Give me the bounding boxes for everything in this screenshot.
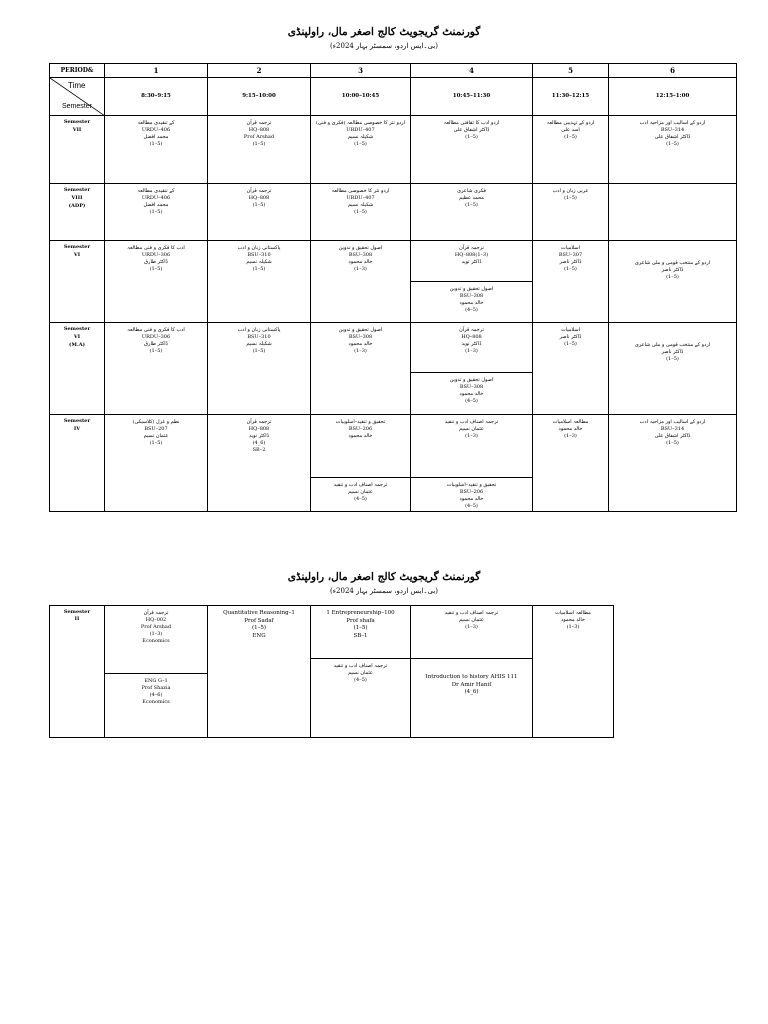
cell-line: HQ–808 <box>248 127 270 133</box>
p2-cell-3-bottom <box>311 658 410 685</box>
cell-line: SB–2 <box>252 447 266 453</box>
class-cell <box>609 323 737 415</box>
p2-cell-2 <box>208 606 311 738</box>
cell-line: Prof Sadaf <box>244 617 274 624</box>
cell-line: عثمان نسیم <box>143 433 169 439</box>
semester-label-line: Semester <box>63 187 91 193</box>
cell-line: اردو ادب کا ثقافتی مطالعہ <box>443 120 500 126</box>
corner-cell <box>50 78 105 116</box>
cell-line: ENG <box>252 632 266 639</box>
cell-line: URDU–407 <box>346 195 375 201</box>
period-5: 5 <box>533 64 609 78</box>
semester-label-line: VI <box>73 334 81 340</box>
class-cell <box>311 184 411 241</box>
cell-line: اردو کے اسالیب اور مزاحیہ ادب <box>639 120 706 126</box>
cell-line: خالد محمود <box>558 426 583 432</box>
cell-line: (1–3) <box>149 631 163 637</box>
cell-line: (1–5) <box>354 209 367 215</box>
cell-line: BSU–314 <box>660 426 685 432</box>
cell-line: ڈاکٹر ناصر <box>661 267 684 273</box>
class-cell-top <box>411 323 532 356</box>
cell-line: (1–5) <box>564 195 577 201</box>
cell-line: کے تنقیدی مطالعہ <box>137 120 175 126</box>
corner-time-label: Time <box>68 81 86 90</box>
cell-line: (1–5) <box>465 202 478 208</box>
semester-label-line: Semester <box>63 326 91 332</box>
cell-line: ترجمہ اصناف ادب و تنقید <box>333 482 388 488</box>
cell-line: BSU–206 <box>459 489 484 495</box>
cell-line: (1–3) <box>354 348 367 354</box>
cell-line: (4–5) <box>465 503 478 509</box>
cell-line: خالد محمود <box>459 496 484 502</box>
semester-row <box>50 241 737 323</box>
class-cell <box>533 415 609 512</box>
cell-line: BSU–310 <box>247 334 271 340</box>
cell-line: اردو نثر کا خصوصی مطالعہ (فکری و فنی) <box>316 120 405 126</box>
cell-line: اصول تحقیق و تدوین <box>449 377 494 383</box>
class-cell-bottom <box>311 477 410 504</box>
cell-line: (1–5) <box>666 274 679 280</box>
cell-line: (1–5) <box>252 202 266 208</box>
cell-line: ڈاکٹر اشفاق علی <box>453 127 490 133</box>
semester-label <box>50 184 105 241</box>
cell-line: (4–5) <box>354 677 367 683</box>
cell-line: ادب کا فکری و فنی مطالعہ <box>127 245 185 251</box>
period-6: 6 <box>609 64 737 78</box>
semester-word: Semester <box>63 609 91 615</box>
cell-line: HQ–002 <box>145 617 167 623</box>
cell-line: HQ–808 <box>248 195 270 201</box>
cell-line: کے تنقیدی مطالعہ <box>137 188 175 194</box>
cell-line: (1–3) <box>566 624 580 630</box>
class-cell <box>411 116 533 184</box>
cell-line: اردو کے منتخب قومی و ملی شاعری <box>634 260 711 266</box>
cell-line: شکیلہ نسیم <box>347 202 374 208</box>
cell-line: (1–5) <box>252 348 266 354</box>
cell-line: عربی زبان و ادب <box>552 188 589 194</box>
semester-label <box>50 116 105 184</box>
cell-line: Economics <box>142 638 170 644</box>
cell-line: ترجمہ قرآن <box>246 419 272 425</box>
cell-line: عثمان نسیم <box>459 426 484 432</box>
cell-line: (1–5) <box>666 141 679 147</box>
semester-label-line: Semester <box>63 119 91 125</box>
semester-number: II <box>74 616 80 622</box>
cell-line: ڈاکٹر ناصر <box>559 259 582 265</box>
cell-line: ENG G–1 <box>144 678 168 684</box>
cell-line: ترجمہ قرآن <box>246 188 272 194</box>
page1-title: گورنمنٹ گریجویٹ کالج اصغر مال، راولپنڈی <box>287 26 481 38</box>
cell-line: BSU–308 <box>348 334 373 340</box>
class-cell <box>533 116 609 184</box>
class-cell <box>208 415 311 512</box>
cell-line: عثمان نسیم <box>348 489 373 495</box>
p2-cell-4-bottom <box>411 658 532 698</box>
cell-line: تحقیق و تنقید–اسلوبیات <box>446 482 497 488</box>
cell-line: ترجمہ اصناف ادب و تنقید <box>444 610 499 616</box>
cell-line: HQ–808(1–3) <box>454 252 489 258</box>
cell-line: فکری شاعری <box>457 188 486 194</box>
semester-label-line: (M.A) <box>69 342 85 348</box>
cell-line: اردو نثر کا خصوصی مطالعہ <box>331 188 390 194</box>
cell-line: محمد عظیم <box>459 195 484 201</box>
cell-line: (1–5) <box>149 266 163 272</box>
period-1: 1 <box>105 64 208 78</box>
cell-line: BSU–207 <box>144 426 168 432</box>
cell-line: ڈاکٹر اشفاق علی <box>654 433 691 439</box>
cell-line: خالد محمود <box>459 391 484 397</box>
cell-line: ترجمہ قرآن <box>459 245 484 251</box>
class-cell-top <box>311 415 410 441</box>
class-cell <box>609 415 737 512</box>
class-cell <box>411 184 533 241</box>
cell-line: عثمان نسیم <box>348 670 373 676</box>
p2-cell-1-top <box>105 606 207 672</box>
class-cell <box>208 323 311 415</box>
time-header-row <box>50 78 737 116</box>
semester-rows <box>50 116 737 512</box>
cell-line: ترجمہ اصناف ادب و تنقید <box>333 663 388 669</box>
page2-subtitle: (بی۔ایس اردو، سمسٹر بہار 2024ء) <box>330 587 438 595</box>
p2-cell-1-bottom <box>105 673 207 738</box>
cell-line: BSU–206 <box>348 426 373 432</box>
cell-line: اصول تحقیق و تدوین <box>338 327 383 333</box>
p2-cell-5 <box>533 606 614 738</box>
cell-line: (4_6) <box>252 440 266 446</box>
cell-line: (1–5) <box>666 356 679 362</box>
corner-period-label: PERIOD& <box>50 64 105 78</box>
class-cell <box>533 184 609 241</box>
cell-line: محمد افضل <box>143 202 169 208</box>
p2-cell-4 <box>411 606 533 738</box>
class-cell <box>311 415 411 512</box>
cell-line: خالد محمود <box>348 341 373 347</box>
cell-line: (1–5) <box>149 348 163 354</box>
cell-line: (1–5) <box>564 266 577 272</box>
cell-line: ڈاکٹر نوید <box>249 433 269 439</box>
cell-line: (1–3) <box>564 433 577 439</box>
class-cell-top <box>411 241 532 267</box>
class-cell-top <box>411 415 532 441</box>
cell-line: URDU–406 <box>141 195 171 201</box>
cell-line: اردو کے منتخب قومی و ملی شاعری <box>634 342 711 348</box>
cell-line: مطالعہ اسلامیات <box>552 419 589 425</box>
cell-line: شکیلہ نسیم <box>246 259 272 265</box>
cell-line: Introduction to history AHIS 111 <box>425 674 518 680</box>
semester-row <box>50 116 737 184</box>
p2-cell-4-top <box>411 606 532 632</box>
class-cell <box>105 241 208 323</box>
cell-line: ڈاکٹر نوید <box>461 341 482 347</box>
semester-label-line: IV <box>73 426 81 432</box>
cell-line: BSU–310 <box>247 252 271 258</box>
class-cell <box>105 116 208 184</box>
timetable-1 <box>49 63 737 512</box>
period-3: 3 <box>311 64 411 78</box>
p2-cell-3 <box>311 606 411 738</box>
cell-line: شکیلہ نسیم <box>246 341 272 347</box>
cell-line: Quantitative Reasoning–1 <box>223 610 295 616</box>
cell-line: (1–5) <box>252 141 266 147</box>
cell-line: محمد افضل <box>143 134 169 140</box>
class-cell-bottom <box>411 372 532 406</box>
time-6: 12:15–1:00 <box>609 78 737 116</box>
cell-line: URDU–407 <box>346 127 375 133</box>
class-cell-bottom <box>411 477 532 511</box>
cell-line: مطالعہ اسلامیات <box>555 610 591 616</box>
cell-line: Prof Arshad <box>243 134 275 140</box>
time-4: 10:45–11:30 <box>411 78 533 116</box>
cell-line: خالد محمود <box>561 617 585 623</box>
cell-line: پاکستانی زبان و ادب <box>237 327 281 333</box>
page2-title: گورنمنٹ گریجویٹ کالج اصغر مال، راولپنڈی <box>287 571 481 583</box>
cell-line: (1–3) <box>465 433 478 439</box>
cell-line: URDU–306 <box>141 252 171 258</box>
period-header-row <box>50 64 737 78</box>
class-cell <box>105 415 208 512</box>
cell-line: BSU–307 <box>558 252 583 258</box>
semester-label <box>50 415 105 512</box>
time-3: 10:00–10:45 <box>311 78 411 116</box>
period-4: 4 <box>411 64 533 78</box>
cell-line: (1–5) <box>564 341 577 347</box>
cell-line: (4–6) <box>149 692 163 698</box>
cell-line: URDU–406 <box>141 127 171 133</box>
semester-label-line: VII <box>72 127 82 133</box>
cell-line: (4–5) <box>465 307 478 313</box>
cell-line: Prof Arshad <box>140 624 172 630</box>
cell-line: (1–5) <box>149 209 163 215</box>
cell-line: (1–3) <box>465 348 478 354</box>
cell-line: (1–5) <box>251 625 267 631</box>
cell-line: اردو کے اسالیب اور مزاحیہ ادب <box>639 419 706 425</box>
cell-line: HQ–808 <box>461 334 482 340</box>
cell-line: ڈاکٹر ناصر <box>661 349 684 355</box>
cell-line: اسلامیات <box>561 245 580 251</box>
semester-label-line: (ADP) <box>68 203 86 209</box>
cell-line: خالد محمود <box>348 433 373 439</box>
cell-line: ڈاکٹر اشفاق علی <box>654 134 691 140</box>
class-cell <box>311 241 411 323</box>
class-cell <box>208 116 311 184</box>
cell-line: ترجمہ قرآن <box>459 327 484 333</box>
cell-line: اسلامیات <box>561 327 580 333</box>
class-cell <box>311 323 411 415</box>
cell-line: BSU–314 <box>660 127 685 133</box>
cell-line: HQ–808 <box>248 426 270 432</box>
cell-line: (1–5) <box>354 141 367 147</box>
cell-line: URDU–306 <box>141 334 171 340</box>
time-5: 11:30–12:15 <box>533 78 609 116</box>
semester-label-line: VIII <box>71 195 83 201</box>
cell-line: SB–1 <box>353 632 368 639</box>
cell-line: Economics <box>142 699 170 705</box>
cell-line: (1–5) <box>564 134 577 140</box>
cell-line: ادب کا فکری و فنی مطالعہ <box>127 327 185 333</box>
class-cell <box>411 415 533 512</box>
cell-line: خالد محمود <box>459 300 484 306</box>
corner-semester-label: Semester <box>62 103 92 110</box>
cell-line: (1–5) <box>353 625 368 631</box>
semester-label <box>50 323 105 415</box>
class-cell <box>609 184 737 241</box>
cell-line: (4_6) <box>464 689 479 695</box>
cell-line: ترجمہ اصناف ادب و تنقید <box>444 419 499 425</box>
cell-line: پاکستانی زبان و ادب <box>237 245 281 251</box>
cell-line: (1–3) <box>465 624 478 630</box>
cell-line: (1–5) <box>252 266 266 272</box>
cell-line: BSU–308 <box>459 293 484 299</box>
cell-line: اصول تحقیق و تدوین <box>338 245 383 251</box>
cell-line: ڈاکٹر طارق <box>144 259 168 265</box>
cell-line: شکیلہ نسیم <box>347 134 374 140</box>
time-2: 9:15–10:00 <box>208 78 311 116</box>
cell-line: ترجمہ قرآن <box>143 610 169 616</box>
semester-label-line: Semester <box>63 418 91 424</box>
cell-line: (4–5) <box>354 496 367 502</box>
cell-line: 1 Entrepreneurship–100 <box>326 610 395 616</box>
class-cell <box>208 241 311 323</box>
cell-line: عثمان نسیم <box>459 617 484 623</box>
timetable-2 <box>49 605 614 738</box>
class-cell <box>311 116 411 184</box>
semester-label <box>50 606 105 738</box>
p2-cell-3-top <box>311 606 410 641</box>
class-cell <box>609 241 737 323</box>
class-cell <box>533 241 609 323</box>
semester-label <box>50 241 105 323</box>
cell-line: Prof Shazia <box>141 685 171 691</box>
class-cell <box>105 323 208 415</box>
cell-line: ڈاکٹر طارق <box>144 341 168 347</box>
cell-line: BSU–308 <box>459 384 484 390</box>
cell-line: نظم و غزل (کلاسیکی) <box>132 419 180 425</box>
cell-line: (1–5) <box>149 141 163 147</box>
p2-cell-1 <box>105 606 208 738</box>
cell-line: (1–5) <box>149 440 163 446</box>
cell-line: Dr Amir Hanif <box>451 681 492 688</box>
class-cell-bottom <box>411 281 532 315</box>
cell-line: ترجمہ قرآن <box>246 120 272 126</box>
class-cell <box>411 323 533 415</box>
cell-line: ڈاکٹر ناصر <box>559 334 582 340</box>
semester-row-ii <box>50 606 614 738</box>
cell-line: (4–5) <box>465 398 478 404</box>
cell-line: اردو کے تہذیبی مطالعہ <box>546 120 595 126</box>
cell-line: (1–3) <box>354 266 367 272</box>
cell-line: خالد محمود <box>348 259 373 265</box>
class-cell <box>105 184 208 241</box>
cell-line: تحقیق و تنقید–اسلوبیات <box>335 419 386 425</box>
cell-line: اسد علی <box>561 127 580 133</box>
cell-line: (1–5) <box>465 134 478 140</box>
class-cell <box>411 241 533 323</box>
cell-line: ڈاکٹر نوید <box>461 259 482 265</box>
time-1: 8:30–9:15 <box>105 78 208 116</box>
period-2: 2 <box>208 64 311 78</box>
semester-row <box>50 184 737 241</box>
cell-line: (1–5) <box>666 440 679 446</box>
semester-row <box>50 323 737 415</box>
cell-line: BSU–308 <box>348 252 373 258</box>
cell-line: Prof shafa <box>346 617 375 624</box>
cell-line: اصول تحقیق و تدوین <box>449 286 494 292</box>
semester-row <box>50 415 737 512</box>
semester-label-line: VI <box>73 252 81 258</box>
class-cell <box>533 323 609 415</box>
class-cell <box>208 184 311 241</box>
semester-label-line: Semester <box>63 244 91 250</box>
class-cell <box>609 116 737 184</box>
page1-subtitle: (بی۔ایس اردو، سمسٹر بہار 2024ء) <box>330 42 438 50</box>
